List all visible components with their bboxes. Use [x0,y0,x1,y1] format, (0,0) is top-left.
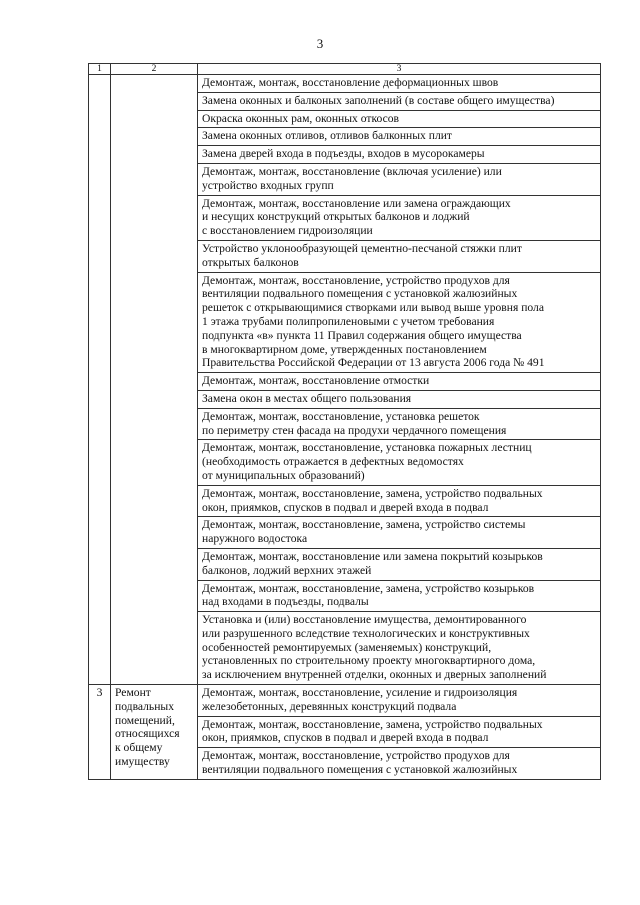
work-item: Демонтаж, монтаж, восстановление, установка пожарных лестниц (необходимость отражается в дефектных ведомостях от муниципальных образований) [198,440,601,485]
section-title-cell [111,75,198,685]
work-item: Установка и (или) восстановление имущества, демонтированного или разрушенного вследствие технологических и конструктивных особенностей ремонтируемых (заменяемых) конструкций, установленных по строительному проекту многоквартирного дома, за исключением внутренней отделки, оконных и дверных заполнений [198,612,601,685]
page-number: 3 [316,36,324,51]
work-item: Демонтаж, монтаж, восстановление, замена, устройство подвальных окон, приямков, спусков в подвал и дверей входа в подвал [198,485,601,517]
table-row [89,75,601,93]
work-item: Демонтаж, монтаж, восстановление, устройство продухов для вентиляции подвального помещения с установкой жалюзийных [198,748,601,780]
section-number [89,75,111,685]
work-item: Замена дверей входа в подъезды, входов в мусорокамеры [198,146,601,164]
work-item: Замена окон в местах общего пользования [198,390,601,408]
work-item: Демонтаж, монтаж, восстановление, установка решеток по периметру стен фасада на продухи чердачного помещения [198,408,601,440]
work-item: Демонтаж, монтаж, восстановление или замена ограждающих и несущих конструкций открытых балконов и лоджий с восстановлением гидроизоляции [198,195,601,240]
section-title-cell [111,685,198,780]
work-item: Демонтаж, монтаж, восстановление, усиление и гидроизоляция железобетонных, деревянных конструкций подвала [198,685,601,717]
table-row [89,685,601,717]
work-item: Демонтаж, монтаж, восстановление (включая усиление) или устройство входных групп [198,163,601,195]
work-item: Демонтаж, монтаж, восстановление или замена покрытий козырьков балконов, лоджий верхних этажей [198,548,601,580]
work-item: Окраска оконных рам, оконных откосов [198,110,601,128]
work-item: Замена оконных и балконых заполнений (в составе общего имущества) [198,92,601,110]
work-item: Демонтаж, монтаж, восстановление деформационных швов [198,75,601,93]
table-header-row [89,64,601,75]
work-item: Демонтаж, монтаж, восстановление, замена, устройство подвальных окон, приямков, спусков в подвал и дверей входа в подвал [198,716,601,748]
works-table [88,63,601,780]
section-number: 3 [89,685,111,780]
work-item: Замена оконных отливов, отливов балконных плит [198,128,601,146]
section-title: Ремонт подвальных помещений, относящихся к общему имуществу [115,686,180,769]
header-col-2: 2 [111,64,198,75]
work-item: Демонтаж, монтаж, восстановление, замена, устройство козырьков над входами в подъезды, подвалы [198,580,601,612]
work-item: Устройство уклонообразующей цементно-песчаной стяжки плит открытых балконов [198,240,601,272]
work-item: Демонтаж, монтаж, восстановление, устройство продухов для вентиляции подвального помещения с установкой жалюзийных решеток с открывающимися створками или вывод выше уровня пола 1 этажа трубами полипропиленовыми с учетом требования подпункта «в» пункта 11 Правил содержания общего имущества в многоквартирном доме, утвержденных постановлением Правительства Российской Федерации от 13 августа 2006 года № 491 [198,272,601,373]
header-col-3: 3 [198,64,601,75]
work-item: Демонтаж, монтаж, восстановление, замена, устройство системы наружного водостока [198,517,601,549]
header-col-1: 1 [89,64,111,75]
work-item: Демонтаж, монтаж, восстановление отмостки [198,373,601,391]
